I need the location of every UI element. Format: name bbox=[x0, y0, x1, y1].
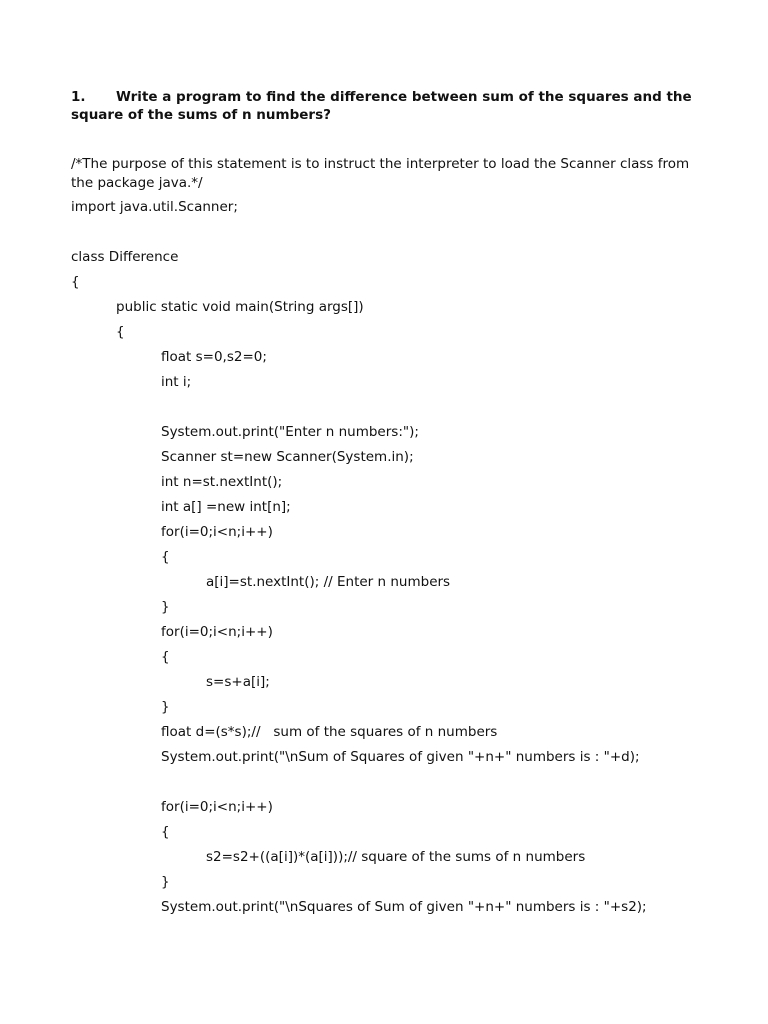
code-line-s2: s2=s2+((a[i])*(a[i]));// square of the sums of n numbers bbox=[206, 849, 586, 865]
code-line-for-1-open: { bbox=[161, 549, 170, 565]
code-line-float-d: float d=(s*s);// sum of the squares of n numbers bbox=[161, 724, 498, 740]
question-number: 1. bbox=[71, 89, 86, 105]
code-line-scanner: Scanner st=new Scanner(System.in); bbox=[161, 449, 414, 465]
code-line-for-3: for(i=0;i<n;i++) bbox=[161, 799, 273, 815]
code-line-for-1: for(i=0;i<n;i++) bbox=[161, 524, 273, 540]
code-line-main: public static void main(String args[]) bbox=[116, 299, 364, 315]
code-line-read-array: a[i]=st.nextInt(); // Enter n numbers bbox=[206, 574, 451, 590]
question-text: Write a program to find the difference between sum of the squares and the square of the sums of n numbers? bbox=[71, 89, 692, 123]
code-comment: /*The purpose of this statement is to instruct the interpreter to load the Scanner class from the package java.*/ bbox=[71, 156, 690, 191]
code-line-print-enter: System.out.print("Enter n numbers:"); bbox=[161, 424, 419, 440]
question-heading bbox=[71, 88, 711, 124]
code-line-for-3-open: { bbox=[161, 824, 170, 840]
code-line-for-2-close: } bbox=[161, 699, 170, 715]
code-line-for-2-open: { bbox=[161, 649, 170, 665]
code-line-for-1-close: } bbox=[161, 599, 170, 615]
code-line-class: class Difference bbox=[71, 249, 179, 265]
code-line-int-decl: int i; bbox=[161, 374, 192, 390]
code-line-class-open: { bbox=[71, 274, 80, 290]
code-line-print-d: System.out.print("\nSum of Squares of given "+n+" numbers is : "+d); bbox=[161, 749, 640, 765]
code-line-import: import java.util.Scanner; bbox=[71, 199, 238, 215]
code-line-for-3-close: } bbox=[161, 874, 170, 890]
code-line-sum: s=s+a[i]; bbox=[206, 674, 270, 690]
code-line-array: int a[] =new int[n]; bbox=[161, 499, 291, 515]
code-line-for-2: for(i=0;i<n;i++) bbox=[161, 624, 273, 640]
code-line-main-open: { bbox=[116, 324, 125, 340]
code-line-float-decl: float s=0,s2=0; bbox=[161, 349, 267, 365]
code-line-read-n: int n=st.nextInt(); bbox=[161, 474, 283, 490]
code-line-print-s2: System.out.print("\nSquares of Sum of given "+n+" numbers is : "+s2); bbox=[161, 899, 647, 915]
